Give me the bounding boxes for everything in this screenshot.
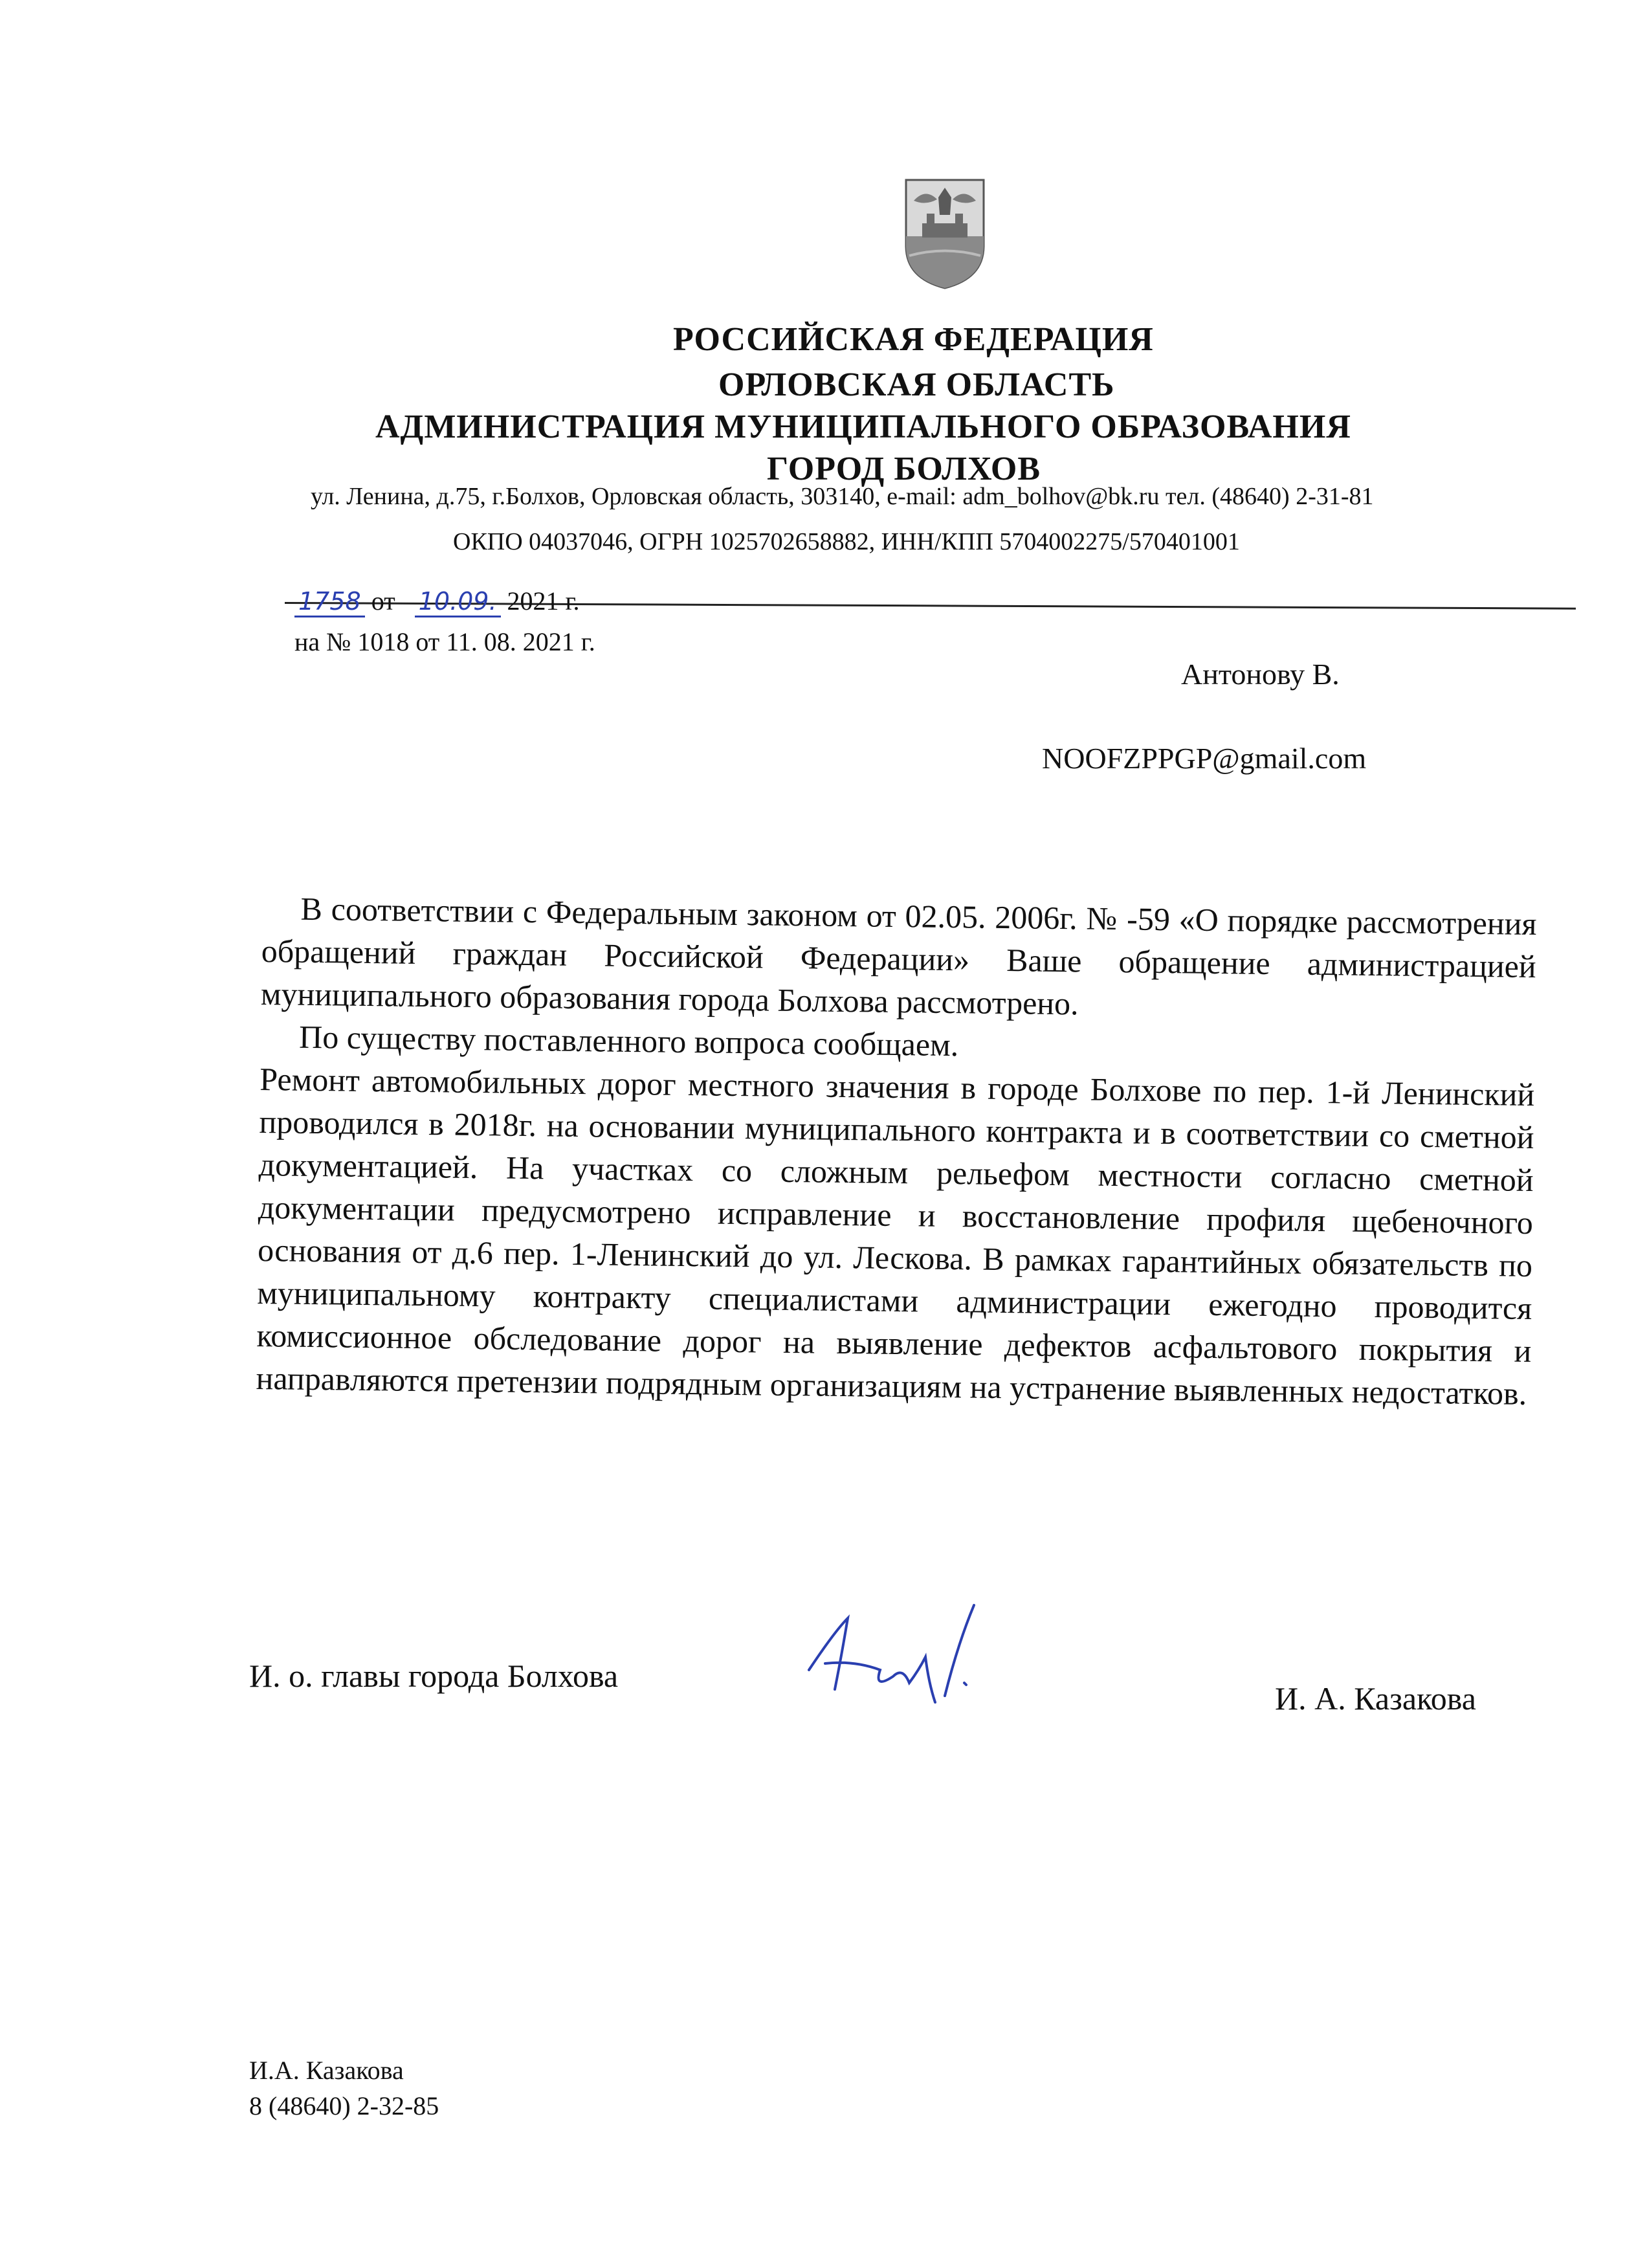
- header-address: ул. Ленина, д.75, г.Болхов, Орловская область, 303140, e-mail: adm_bolhov@bk.ru тел. (48640) 2-31-81: [311, 483, 1374, 510]
- header-country: РОССИЙСКАЯ ФЕДЕРАЦИЯ: [673, 321, 1154, 358]
- letter-body: [256, 887, 1537, 1415]
- body-paragraph: По существу поставленного вопроса сообщаем.: [298, 1018, 959, 1063]
- signatory-name: И. А. Казакова: [1275, 1680, 1476, 1717]
- recipient-name: Антонову В.: [1181, 658, 1340, 691]
- body-paragraph: В соответствии с Федеральным законом от 02.05. 2006г. № -59 «О порядке рассмотрения обращений граждан Российской Федерации» Ваше обращение администрацией муниципального образования города Болхова рассмотрено.: [260, 890, 1537, 1022]
- reply-reference: на № 1018 от 11. 08. 2021 г.: [294, 627, 595, 656]
- executor-name: И.А. Казакова: [249, 2056, 404, 2085]
- recipient-email: NOOFZPPGP@gmail.com: [1042, 742, 1367, 775]
- outgoing-reference: [294, 586, 579, 617]
- from-label: от: [371, 586, 395, 616]
- header-administration: АДМИНИСТРАЦИЯ МУНИЦИПАЛЬНОГО ОБРАЗОВАНИЯ: [375, 408, 1351, 445]
- outgoing-year: 2021 г.: [507, 586, 580, 616]
- coat-of-arms-icon: [900, 175, 990, 291]
- header-region: ОРЛОВСКАЯ ОБЛАСТЬ: [718, 366, 1115, 403]
- body-paragraph: Ремонт автомобильных дорог местного значения в городе Болхове по пер. 1-й Ленинский проводился в 2018г. на основании муниципального контракта и в соответствии со сметной документацией. На участках со сложным рельефом местности согласно сметной документации предусмотрено исправление и восстановление профиля щебеночного основания от д.6 пер. 1-Ленинский до ул. Лескова. В рамках гарантийных обязательств по муниципальному контракту специалистами администрации ежегодно проводится комиссионное обследование дорог на выявление дефектов асфальтового покрытия и направляются претензии подрядным организациям на устранение выявленных недостатков.: [256, 1060, 1535, 1412]
- header-codes: ОКПО 04037046, ОГРН 1025702658882, ИНН/КПП 5704002275/570401001: [453, 528, 1240, 555]
- header-city: ГОРОД БОЛХОВ: [767, 450, 1041, 487]
- signatory-position: И. о. главы города Болхова: [249, 1658, 619, 1694]
- outgoing-date: 10.09.: [415, 587, 501, 617]
- executor-phone: 8 (48640) 2-32-85: [249, 2091, 439, 2120]
- handwritten-signature: [796, 1592, 990, 1722]
- outgoing-number: 1758: [294, 587, 365, 617]
